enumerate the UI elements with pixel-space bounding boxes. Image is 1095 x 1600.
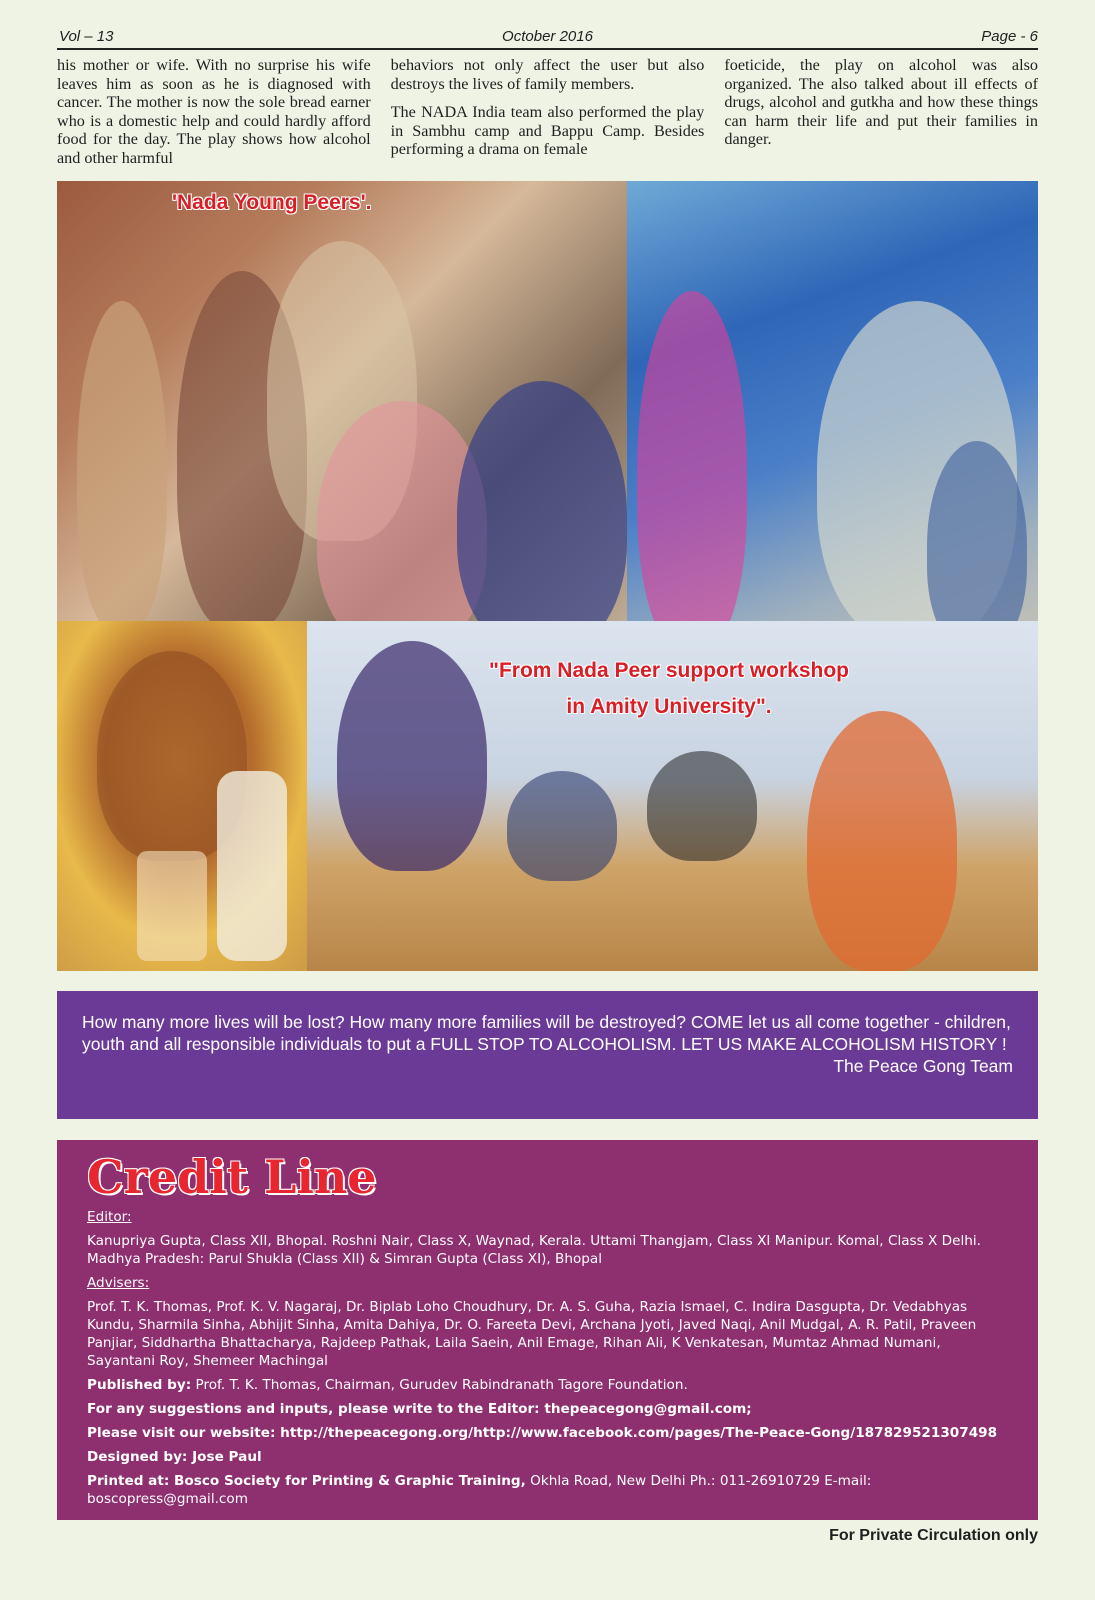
caption-workshop-line2: in Amity University". xyxy=(566,695,772,718)
callout-text: How many more lives will be lost? How many more families will be destroyed? COME let us all come together - children, youth and all responsible individuals to put a FULL STOP TO ALCOHOLISM. LET US MAKE ALCOHOLISM HISTORY ! xyxy=(82,1012,1011,1054)
caption-workshop xyxy=(449,653,889,725)
caption-workshop-line1: "From Nada Peer support workshop xyxy=(488,659,849,682)
editor-text: Kanupriya Gupta, Class XII, Bhopal. Roshni Nair, Class X, Waynad, Kerala. Uttami Thangjam, Class XI Manipur. Komal, Class X Delhi. Madhya Pradesh: Parul Shukla (Class XII) & Simran Gupta (Class XI), Bhopal xyxy=(87,1233,981,1267)
article-paragraph: behaviors not only affect the user but also destroys the lives of family members. xyxy=(390,56,705,93)
article-paragraph: The NADA India team also performed the play in Sambhu camp and Bappu Camp. Besides performing a drama on female xyxy=(390,103,705,158)
published-label: Published by: xyxy=(87,1377,192,1393)
caption-young-peers: 'Nada Young Peers'. xyxy=(172,191,372,214)
advisers-text: Prof. T. K. Thomas, Prof. K. V. Nagaraj, Dr. Biplab Loho Choudhury, Dr. A. S. Guha, Razia Ismael, C. Indira Dasgupta, Dr. Vedabhyas Kundu, Sharmila Sinha, Abhijit Sinha, Amita Dahiya, Dr. O. Fareeta Devi, Archana Jyoti, Javed Naqi, Anil Mudgal, A. R. Patil, Praveen Panjiar, Siddhartha Bhattacharya, Rajdeep Pathak, Laila Saein, Anil Emage, Rihan Ali, K Venkatesan, Mumtaz Ahmad Numani, Sayantani Roy, Shemeer Machingal xyxy=(87,1299,977,1369)
article-columns xyxy=(57,56,1038,174)
printed-label: Printed at: Bosco Society for Printing & Graphic Training, xyxy=(87,1473,526,1489)
advisers-label: Advisers: xyxy=(87,1275,150,1291)
published-line xyxy=(87,1376,1008,1394)
designed-line: Designed by: Jose Paul xyxy=(87,1449,262,1465)
printed-text: Okhla Road, New Delhi Ph.: 011-26910729 E-mail: boscopress@gmail.com xyxy=(87,1473,872,1507)
photo-young-peers xyxy=(57,181,647,651)
callout-signature: The Peace Gong Team xyxy=(833,1056,1013,1076)
volume-label: Vol – 13 xyxy=(59,28,114,45)
issue-date: October 2016 xyxy=(502,28,593,45)
article-paragraph: foeticide, the play on alcohol was also organized. The also talked about ill effects of drugs, alcohol and gutkha and how these things can harm their life and put their families in danger. xyxy=(724,56,1039,148)
printed-line xyxy=(87,1472,1008,1508)
photo-shop-scene xyxy=(627,181,1038,651)
photo-painting xyxy=(57,621,327,971)
website-line: Please visit our website: http://thepeacegong.org/http://www.facebook.com/pages/The-Peace-Gong/187829521307498 xyxy=(87,1425,998,1441)
article-column-3 xyxy=(724,56,1038,174)
editor-label: Editor: xyxy=(87,1209,132,1225)
article-column-2 xyxy=(391,56,705,174)
article-paragraph: his mother or wife. With no surprise his wife leaves him as soon as he is diagnosed with cancer. The mother is now the sole bread earner who is a domestic help and could hardly afford food for the day. The play shows how alcohol and other harmful xyxy=(57,56,371,167)
photo-collage xyxy=(57,181,1038,971)
suggestions-line: For any suggestions and inputs, please write to the Editor: thepeacegong@gmail.com; xyxy=(87,1401,752,1417)
page-number: Page - 6 xyxy=(981,28,1038,45)
published-text: Prof. T. K. Thomas, Chairman, Gurudev Rabindranath Tagore Foundation. xyxy=(191,1377,688,1393)
footer-note: For Private Circulation only xyxy=(829,1527,1038,1544)
credit-title: Credit Line xyxy=(87,1150,377,1204)
page-header xyxy=(57,26,1038,50)
credit-line-box xyxy=(57,1140,1038,1520)
callout-box xyxy=(57,991,1038,1119)
article-column-1 xyxy=(57,56,371,174)
